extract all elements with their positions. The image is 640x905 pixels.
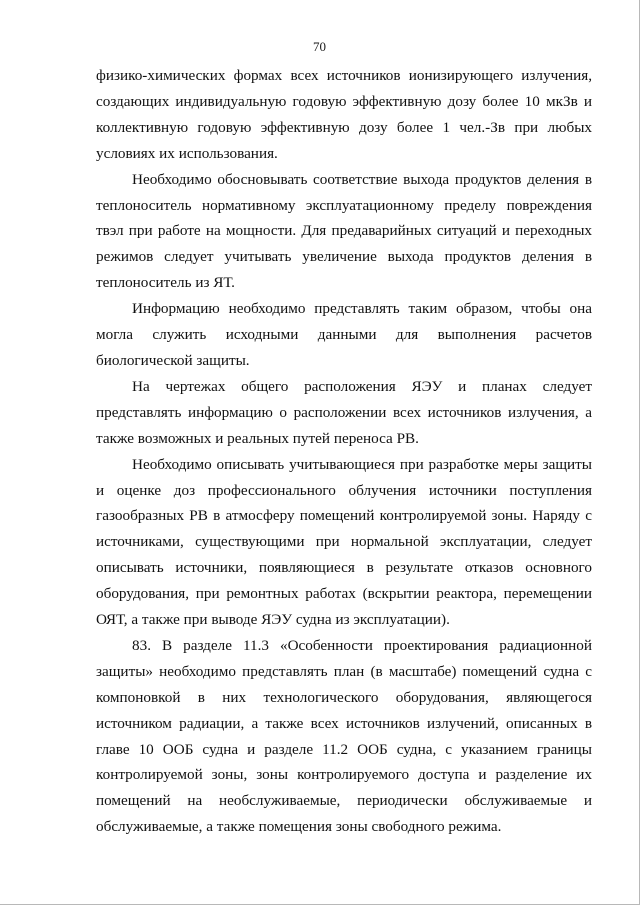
page-number: 70 <box>313 39 326 54</box>
paragraph-drawings: На чертежах общего расположения ЯЭУ и планах следует представлять информацию о расположении всех источников излучения, а также возможных и реальных путей переноса РВ. <box>96 377 592 447</box>
paragraph-83: 83. В разделе 11.3 «Особенности проектирования радиационной защиты» необходимо представлять план (в масштабе) помещений судна с компоновкой в них технологического оборудования, являющегося источником радиации, а также всех источников излучений, описанных в главе 10 ООБ судна и разделе 11.2 ООБ судна, с указанием границы контролируемой зоны, зоны контролируемого доступа и разделение их помещений на необслуживаемые, периодически обслуживаемые и обслуживаемые, а также помещения зоны свободного режима. <box>96 636 592 836</box>
paragraph-gaseous-sources: Необходимо описывать учитывающиеся при разработке меры защиты и оценке доз профессионального облучения источники поступления газообразных РВ в атмосферу помещений контролируемой зоны. Наряду с источниками, существующими при нормальной эксплуатации, следует описывать источники, появляющиеся в результате отказов основного оборудования, при ремонтных работах (вскрытии реактора, перемещении ОЯТ, а также при выводе ЯЭУ судна из эксплуатации). <box>96 455 592 629</box>
paragraph-continuation: физико-химических формах всех источников ионизирующего излучения, создающих индивидуальную годовую эффективную дозу более 10 мкЗв и коллективную годовую эффективную дозу более 1 чел.-Зв при любых условиях их использования. <box>96 67 592 162</box>
body-text <box>96 63 592 840</box>
paragraph-fission-products: Необходимо обосновывать соответствие выхода продуктов деления в теплоноситель нормативному эксплуатационному пределу повреждения твэл при работе на мощности. Для предаварийных ситуаций и переходных режимов следует учитывать увеличение выхода продуктов деления в теплоноситель из ЯТ. <box>96 170 592 292</box>
paragraph-shielding-data: Информацию необходимо представлять таким образом, чтобы она могла служить исходными данными для выполнения расчетов биологической защиты. <box>96 300 592 369</box>
